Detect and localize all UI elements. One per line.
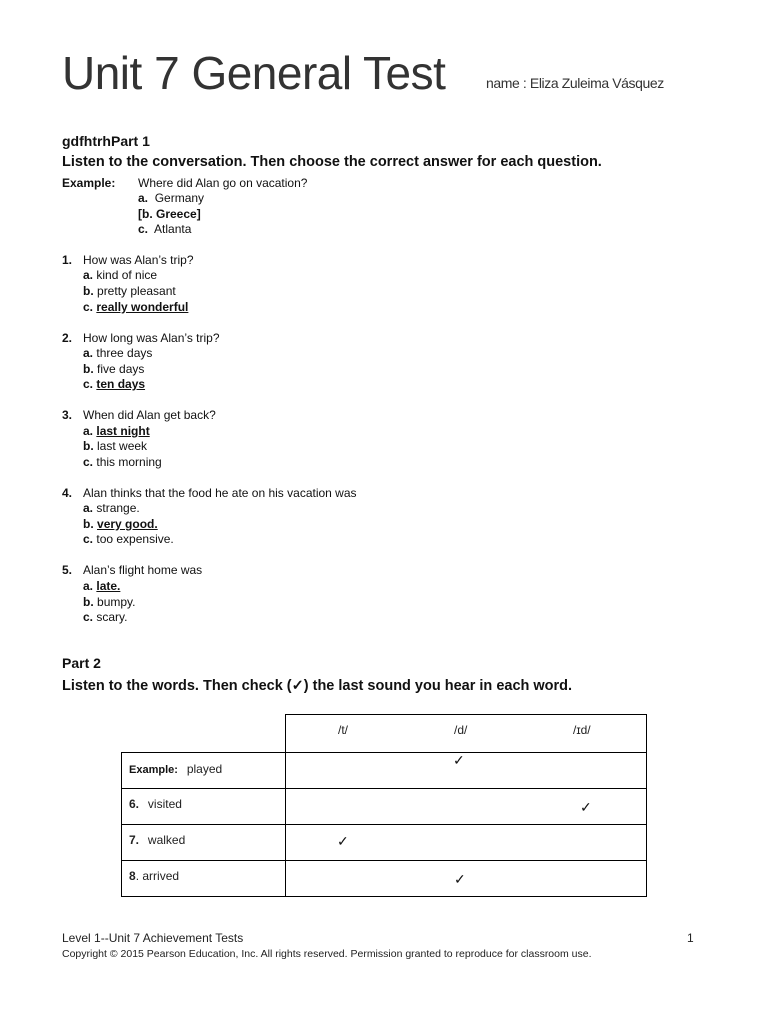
option-b-selected: b. very good. — [83, 517, 158, 531]
table-row-label: 8. arrived — [129, 869, 180, 883]
part2-instructions: Listen to the words. Then check (✓) the last sound you hear in each word. — [62, 678, 573, 694]
question-number: 3. — [62, 408, 73, 422]
option-c: c. scary. — [83, 610, 128, 624]
option-b: b. bumpy. — [83, 595, 136, 609]
table-row-label: Example: played — [129, 762, 223, 776]
example-option-c — [138, 222, 191, 236]
footer-copyright: Copyright © 2015 Pearson Education, Inc. All rights reserved. Permission granted to reproduce for classroom use. — [62, 948, 592, 960]
check-mark-icon: ✓ — [337, 833, 349, 849]
option-b: b. five days — [83, 362, 145, 376]
student-name: name : Eliza Zuleima Vásquez — [486, 75, 664, 91]
example-option-b — [138, 207, 201, 221]
part1-heading: gdfhtrhPart 1 — [62, 133, 150, 149]
footer-level: Level 1--Unit 7 Achievement Tests — [62, 931, 244, 945]
option-text: Germany — [154, 191, 205, 205]
question-text: How was Alan’s trip? — [83, 253, 194, 267]
option-c-selected: c. ten days — [83, 377, 146, 391]
part2-heading: Part 2 — [62, 655, 101, 671]
question-text: When did Alan get back? — [83, 408, 216, 422]
page-number: 1 — [687, 931, 694, 945]
option-b: b. last week — [83, 439, 148, 453]
example-option-a — [138, 191, 204, 205]
column-header-d: /d/ — [454, 723, 468, 737]
part1-instructions: Listen to the conversation. Then choose the correct answer for each question. — [62, 154, 602, 170]
question-number: 4. — [62, 486, 73, 500]
option-c-selected: c. really wonderful — [83, 300, 189, 314]
check-mark-icon: ✓ — [453, 752, 465, 768]
column-header-t: /t/ — [338, 723, 349, 737]
check-mark-icon: ✓ — [580, 799, 592, 815]
example-label: Example: — [62, 176, 116, 190]
option-c: c. this morning — [83, 455, 162, 469]
question-number: 2. — [62, 331, 73, 345]
question-text: Alan thinks that the food he ate on his vacation was — [83, 486, 357, 500]
option-text: Atlanta — [154, 222, 192, 236]
question-number: 1. — [62, 253, 73, 267]
option-a: a. strange. — [83, 501, 140, 515]
option-a: a. kind of nice — [83, 268, 158, 282]
option-a-selected: a. last night — [83, 424, 150, 438]
column-header-id: /ɪd/ — [573, 723, 591, 737]
page-title: Unit 7 General Test — [62, 47, 446, 99]
option-text: [b. Greece] — [138, 207, 201, 221]
table-row-label: 6. visited — [129, 797, 182, 811]
table-row-label: 7. walked — [129, 833, 186, 847]
option-letter: a. — [138, 191, 149, 205]
option-c: c. too expensive. — [83, 532, 174, 546]
question-text: Alan’s flight home was — [83, 563, 203, 577]
question-number: 5. — [62, 563, 73, 577]
option-letter: c. — [138, 222, 149, 236]
option-a-selected: a. late. — [83, 579, 121, 593]
question-text: How long was Alan’s trip? — [83, 331, 220, 345]
example-question: Where did Alan go on vacation? — [138, 176, 308, 190]
option-b: b. pretty pleasant — [83, 284, 176, 298]
option-a: a. three days — [83, 346, 153, 360]
check-mark-icon: ✓ — [454, 871, 466, 887]
